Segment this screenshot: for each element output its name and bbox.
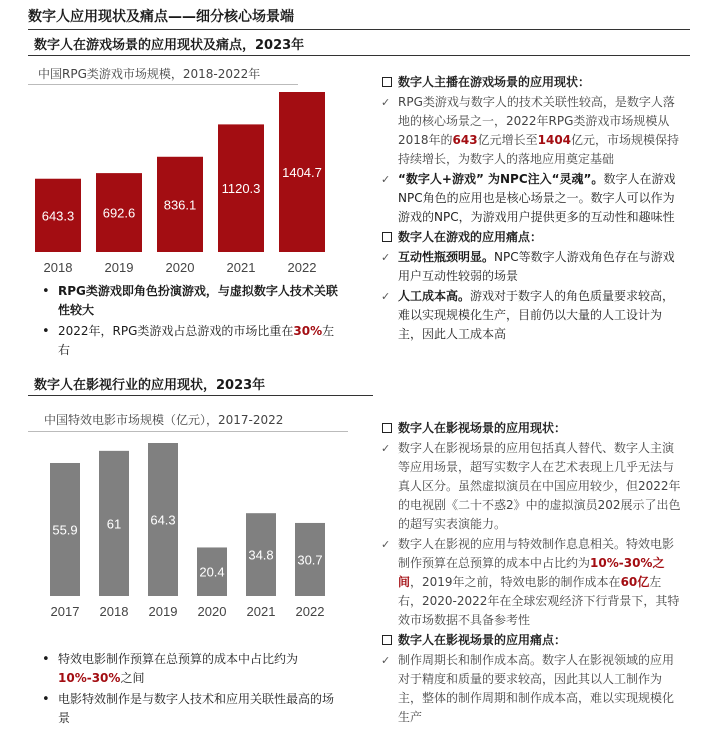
bar-value-label-2022: 1404.7 bbox=[282, 165, 322, 180]
x-tick-label-2021: 2021 bbox=[246, 604, 276, 619]
x-tick-label-2022: 2022 bbox=[287, 260, 317, 275]
bar-value-label-2021: 1120.3 bbox=[221, 181, 261, 197]
film-status-heading: 数字人在影视场景的应用现状： bbox=[380, 419, 685, 438]
game-p1-highlight-643: 643 bbox=[452, 133, 478, 147]
game-pain-heading: 数字人在游戏的应用痛点： bbox=[380, 228, 685, 247]
game-bullet-2-text: 2022年，RPG类游戏占总游戏的市场比重在 bbox=[58, 324, 294, 338]
game-p1-text-b: 亿元增长至 bbox=[477, 133, 538, 147]
game-bullet-1-text: RPG类游戏即角色扮演游戏，与虚拟数字人技术关联性较大 bbox=[58, 284, 338, 317]
x-tick-label-2022: 2022 bbox=[295, 604, 325, 619]
game-status-heading: 数字人主播在游戏场景的应用现状： bbox=[380, 73, 685, 92]
film-chart-title: 中国特效电影市场规模（亿元），2017-2022 bbox=[44, 413, 284, 427]
film-chart-title-rule bbox=[28, 431, 348, 432]
bar-value-label-2019: 64.3 bbox=[150, 512, 176, 528]
game-chart-title-rule bbox=[28, 84, 298, 85]
film-status-point-2 bbox=[380, 535, 685, 630]
game-section-title: 数字人在游戏场景的应用现状及痛点，2023年 bbox=[34, 38, 305, 53]
game-bullet-2-suffix: 左右 bbox=[58, 324, 335, 357]
game-bullet-1 bbox=[40, 282, 340, 320]
game-pain-point-2 bbox=[380, 287, 685, 344]
game-pain-point-1 bbox=[380, 248, 685, 286]
bar-value-label-2022: 30.7 bbox=[297, 552, 323, 568]
x-tick-label-2018: 2018 bbox=[43, 260, 73, 275]
x-tick-label-2021: 2021 bbox=[226, 260, 256, 275]
game-p3-bold: 互动性瓶颈明显。 bbox=[398, 250, 495, 264]
film-analysis-column bbox=[380, 419, 685, 728]
game-chart-title: 中国RPG类游戏市场规模，2018-2022年 bbox=[38, 67, 261, 81]
vfx-film-market-bar-chart bbox=[28, 436, 348, 628]
bar-value-label-2017: 55.9 bbox=[52, 522, 78, 538]
film-bullet-1-highlight: 10%-30% bbox=[58, 671, 121, 685]
game-p2-bold: “数字人+游戏” 为NPC注入“灵魂”。 bbox=[398, 172, 604, 186]
bar-value-label-2021: 34.8 bbox=[248, 547, 274, 563]
x-tick-label-2020: 2020 bbox=[197, 604, 227, 619]
bar-value-label-2020: 836.1 bbox=[163, 197, 197, 213]
page-title: 数字人应用现状及痛点——细分核心场景端 bbox=[28, 9, 294, 25]
game-bullet-2 bbox=[40, 322, 340, 360]
film-p2-highlight-60: 60亿 bbox=[620, 575, 650, 589]
game-status-point-2 bbox=[380, 170, 685, 227]
x-tick-label-2019: 2019 bbox=[104, 260, 134, 275]
game-bullet-2-highlight: 30% bbox=[293, 324, 323, 338]
film-bullet-1-suffix: 之间 bbox=[120, 671, 145, 685]
film-bullet-1-text: 特效电影制作预算在总预算的成本中占比约为 bbox=[58, 652, 299, 666]
game-status-point-1 bbox=[380, 93, 685, 169]
game-p3-text: NPC等数字人游戏角色存在与游戏用户互动性较弱的场景 bbox=[398, 250, 675, 283]
game-bullet-list bbox=[40, 282, 340, 362]
film-p2-text-b: ，2019年之前，特效电影的制作成本在 bbox=[410, 575, 621, 589]
film-p2-text-c: 左右，2020-2022年在全球宏观经济下行背景下，其特效市场数据不具备参考性 bbox=[398, 575, 680, 627]
film-bullet-2-text: 电影特效制作是与数字人技术和应用关联性最高的场景 bbox=[58, 692, 335, 725]
film-bullet-1 bbox=[40, 650, 340, 688]
game-p2-text: 数字人在游戏NPC角色的应用也是核心场景之一。数字人可以作为游戏的NPC，为游戏用户提供更多的互动性和趣味性 bbox=[398, 172, 676, 224]
x-tick-label-2018: 2018 bbox=[99, 604, 129, 619]
game-p1-text-c: 亿元，市场规模保持持续增长，为数字人的落地应用奠定基础 bbox=[398, 133, 680, 166]
x-tick-label-2020: 2020 bbox=[165, 260, 195, 275]
rpg-market-bar-chart bbox=[28, 88, 348, 276]
game-p4-bold: 人工成本高。 bbox=[398, 289, 471, 303]
game-p4-text: 游戏对于数字人的角色质量要求较高，难以实现规模化生产，目前仍以大量的人工设计为主，因此人工成本高 bbox=[398, 289, 675, 341]
bar-value-label-2019: 692.6 bbox=[102, 205, 136, 221]
film-bullet-list bbox=[40, 650, 340, 730]
film-section-divider bbox=[28, 395, 373, 396]
film-p2-highlight-share: 10%-30%之间 bbox=[398, 556, 665, 589]
bar-value-label-2018: 61 bbox=[106, 516, 122, 532]
bar-value-label-2018: 643.3 bbox=[41, 208, 75, 224]
film-status-point-1: ✓ 数字人在影视场景的应用包括真人替代、数字人主演等应用场景，超写实数字人在艺术表现上几乎无法与真人区分。虽然虚拟演员在中国应用较少，但2022年的电视剧《二十不惑2》中的虚拟演员202展示了出色的超写实表演能力。 bbox=[380, 439, 685, 534]
film-pain-point-1: ✓ 制作周期长和制作成本高。数字人在影视领域的应用对于精度和质量的要求较高，因此其以人工制作为主，整体的制作周期和制作成本高，难以实现规模化生产 bbox=[380, 651, 685, 727]
game-p1-text-a: RPG类游戏与数字人的技术关联性较高，是数字人落地的核心场景之一，2022年RPG类游戏市场规模从2018年的 bbox=[398, 95, 675, 147]
bar-value-label-2020: 20.4 bbox=[199, 564, 225, 580]
x-tick-label-2017: 2017 bbox=[50, 604, 80, 619]
game-analysis-column bbox=[380, 73, 685, 345]
film-pain-heading: 数字人在影视场景的应用痛点： bbox=[380, 631, 685, 650]
header-divider bbox=[28, 29, 690, 30]
film-section-title: 数字人在影视行业的应用现状，2023年 bbox=[34, 378, 266, 393]
x-tick-label-2019: 2019 bbox=[148, 604, 178, 619]
film-p2-text-a: 数字人在影视的应用与特效制作息息相关。特效电影制作预算在总预算的成本中占比约为 bbox=[398, 537, 675, 570]
game-section-divider bbox=[28, 55, 690, 56]
game-p1-highlight-1404: 1404 bbox=[537, 133, 572, 147]
film-bullet-2 bbox=[40, 690, 340, 728]
